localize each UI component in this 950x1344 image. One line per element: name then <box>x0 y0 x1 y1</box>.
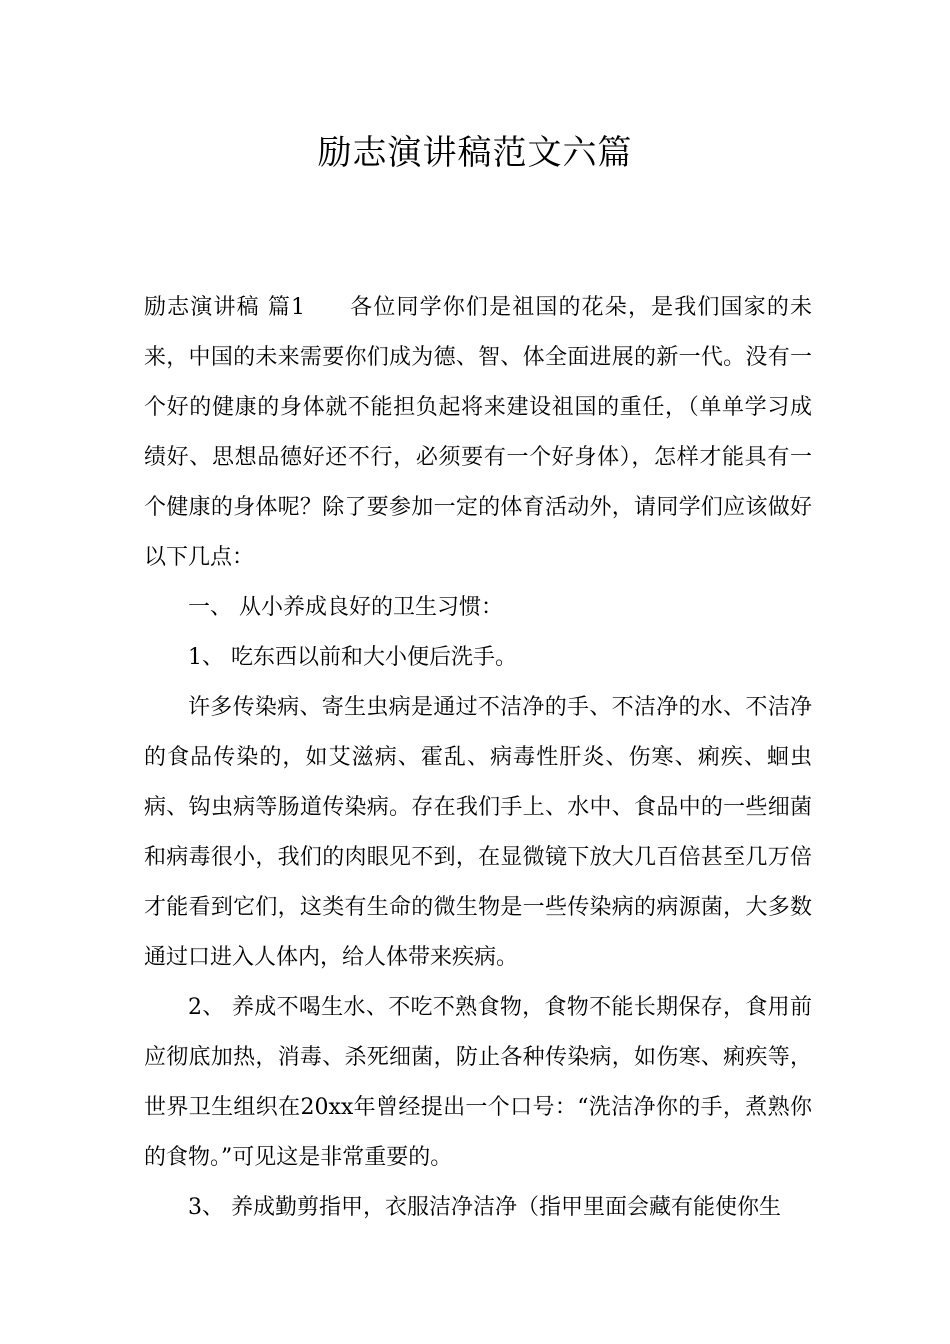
list-item-1: 1、 吃东西以前和大小便后洗手。 <box>188 645 517 670</box>
list-item-2: 2、 养成不喝生水、不吃不熟食物，食物不能长期保存，食用前应彻底加热，消毒、杀死细菌，防止各种传染病，如伤寒、痢疾等，世界卫生组织在20xx年曾经提出一个口号：“洗洁净你的手，煮熟你的食物。”可见这是非常重要的。 <box>144 995 812 1170</box>
intro-text: 各位同学你们是祖国的花朵，是我们国家的未来，中国的未来需要你们成为德、智、体全面进展的新一代。没有一个好的健康的身体就不能担负起将来建设祖国的重任，（单单学习成绩好、思想品德好还不行，必须要有一个好身体），怎样才能具有一个健康的身体呢？除了要参加一定的体育活动外，请同学们应该做好以下几点： <box>144 295 812 570</box>
document-body <box>144 283 812 1233</box>
section-label: 励志演讲稿 篇1 <box>144 295 306 320</box>
list-item-3: 3、 养成勤剪指甲，衣服洁净洁净（指甲里面会藏有能使你生 <box>188 1195 781 1220</box>
heading-hygiene-habits: 一、 从小养成良好的卫生习惯： <box>188 595 503 620</box>
paragraph-infection-explanation: 许多传染病、寄生虫病是通过不洁净的手、不洁净的水、不洁净的食品传染的，如艾滋病、霍乱、病毒性肝炎、伤寒、痢疾、蛔虫病、钩虫病等肠道传染病。存在我们手上、水中、食品中的一些细菌和病毒很小，我们的肉眼见不到，在显微镜下放大几百倍甚至几万倍才能看到它们，这类有生命的微生物是一些传染病的病源菌，大多数通过口进入人体内，给人体带来疾病。 <box>144 695 812 970</box>
document-title: 励志演讲稿范文六篇 <box>317 133 633 173</box>
intro-paragraph <box>144 283 812 583</box>
